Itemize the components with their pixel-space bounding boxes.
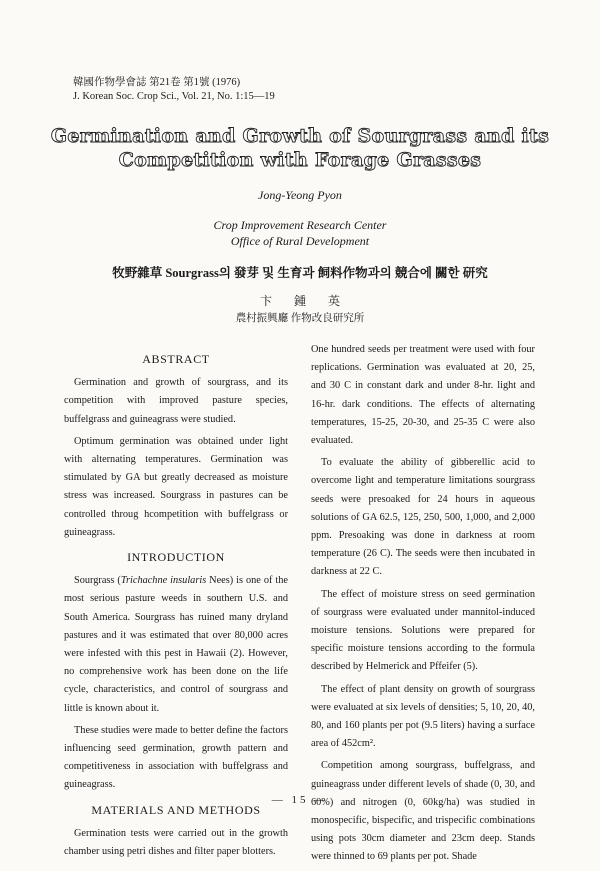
affiliation-line1: Crop Improvement Research Center xyxy=(213,218,387,232)
affiliation-line2: Office of Rural Development xyxy=(230,234,370,248)
abstract-paragraph-1: Germination and growth of sourgrass, and its competition with improved pasture species, buffelgrass and guineagrass were studied. xyxy=(64,377,288,425)
paper-title xyxy=(0,124,600,172)
methods-paragraph-3: To evaluate the ability of gibberellic acid to overcome light and temperature limitations sourgrass seeds were presoaked for 24 hours in aqueous solutions of GA 62.5, 125, 250, 500, 1,000, and 2,000 ppm. Presoaking was done in darkness at room temperature (26 C). The seeds were then incubated in darkness at 22 C. xyxy=(311,457,535,578)
page-number: — 15 — xyxy=(271,794,329,806)
right-column xyxy=(311,341,535,871)
species-name: Trichachne insularis xyxy=(120,575,207,587)
author-name: Jong-Yeong Pyon xyxy=(258,188,342,202)
introduction-paragraph-2: These studies were made to better define the factors influencing seed germination, growth pattern and competitiveness in association with buffelgrass and guineagrass. xyxy=(64,724,288,791)
methods-paragraph-6: Competition among sourgrass, buffelgrass, and guineagrass under different levels of shade (0, 30, and 60%) and nitrogen (0, 60kg/ha) was studied in monospecific, bispecific, and trispecific combinations using pots 30cm diameter and 23cm deep. Stands were thinned to 69 plants per pot. Shade xyxy=(311,760,535,863)
introduction-paragraph-1 xyxy=(64,572,288,718)
left-column xyxy=(64,344,288,865)
korean-title: 牧野雜草 Sourgrass의 發芽 및 生育과 飼料作物과의 競合에 關한 研究 xyxy=(112,266,488,280)
paper-title-line2: Competition with Forage Grasses xyxy=(118,149,482,171)
intro-text-post: Nees) is one of the most serious pasture weeds in southern U.S. and South America. Sourgrass has ruined many dryland pastures and it was estimated that over 80,000 acres were infested with this pest in Hawaii (2). However, no comprehensive work has been done on the life cycle, characteristics, and control of sourgrass and little is known about it. xyxy=(64,575,288,714)
methods-paragraph-1: Germination tests were carried out in the growth chamber using petri dishes and filter paper blotters. xyxy=(64,827,288,858)
abstract-paragraph-2: Optimum germination was obtained under light with alternating temperatures. Germination was stimulated by GA but greatly decreased as moisture stress was increased. Sourgrass in pastures can be controlled throug hcompetition with buffelgrass or guineagrass. xyxy=(64,435,288,538)
korean-affiliation: 農村振興廳 作物改良研究所 xyxy=(235,313,365,324)
methods-heading: MATERIALS AND METHODS xyxy=(91,802,261,817)
journal-header-korean: 韓國作物學會誌 第21卷 第1號 (1976) xyxy=(73,77,241,88)
paper-title-line1: Germination and Growth of Sourgrass and its xyxy=(50,125,550,147)
intro-text-pre: Sourgrass ( xyxy=(74,575,121,587)
methods-paragraph-5: The effect of plant density on growth of sourgrass were evaluated at six levels of densities; 5, 10, 20, 40, 80, and 160 plants per pot (9.5 liters) having a surface area of 452cm². xyxy=(311,683,535,750)
affiliation xyxy=(0,217,600,249)
journal-header xyxy=(73,76,275,104)
abstract-heading: ABSTRACT xyxy=(142,352,210,366)
journal-header-english: J. Korean Soc. Crop Sci., Vol. 21, No. 1:15—19 xyxy=(73,91,275,102)
korean-author: 卞鍾英 xyxy=(259,294,362,308)
introduction-heading: INTRODUCTION xyxy=(127,550,225,565)
methods-paragraph-2: One hundred seeds per treatment were used with four replications. Germination was evaluated at 20, 25, and 30 C in constant dark and under 8-hr. light and 16-hr. dark conditions. The effects of alternating temperatures, 15-25, 20-30, and 25-35 C were also evaluated. xyxy=(311,344,535,447)
methods-paragraph-4: The effect of moisture stress on seed germination of sourgrass were evaluated under mannitol-induced moisture tensions. Solutions were prepared for specific moisture tensions according to the formula described by Helmerick and Pffeifer (5). xyxy=(311,588,535,673)
